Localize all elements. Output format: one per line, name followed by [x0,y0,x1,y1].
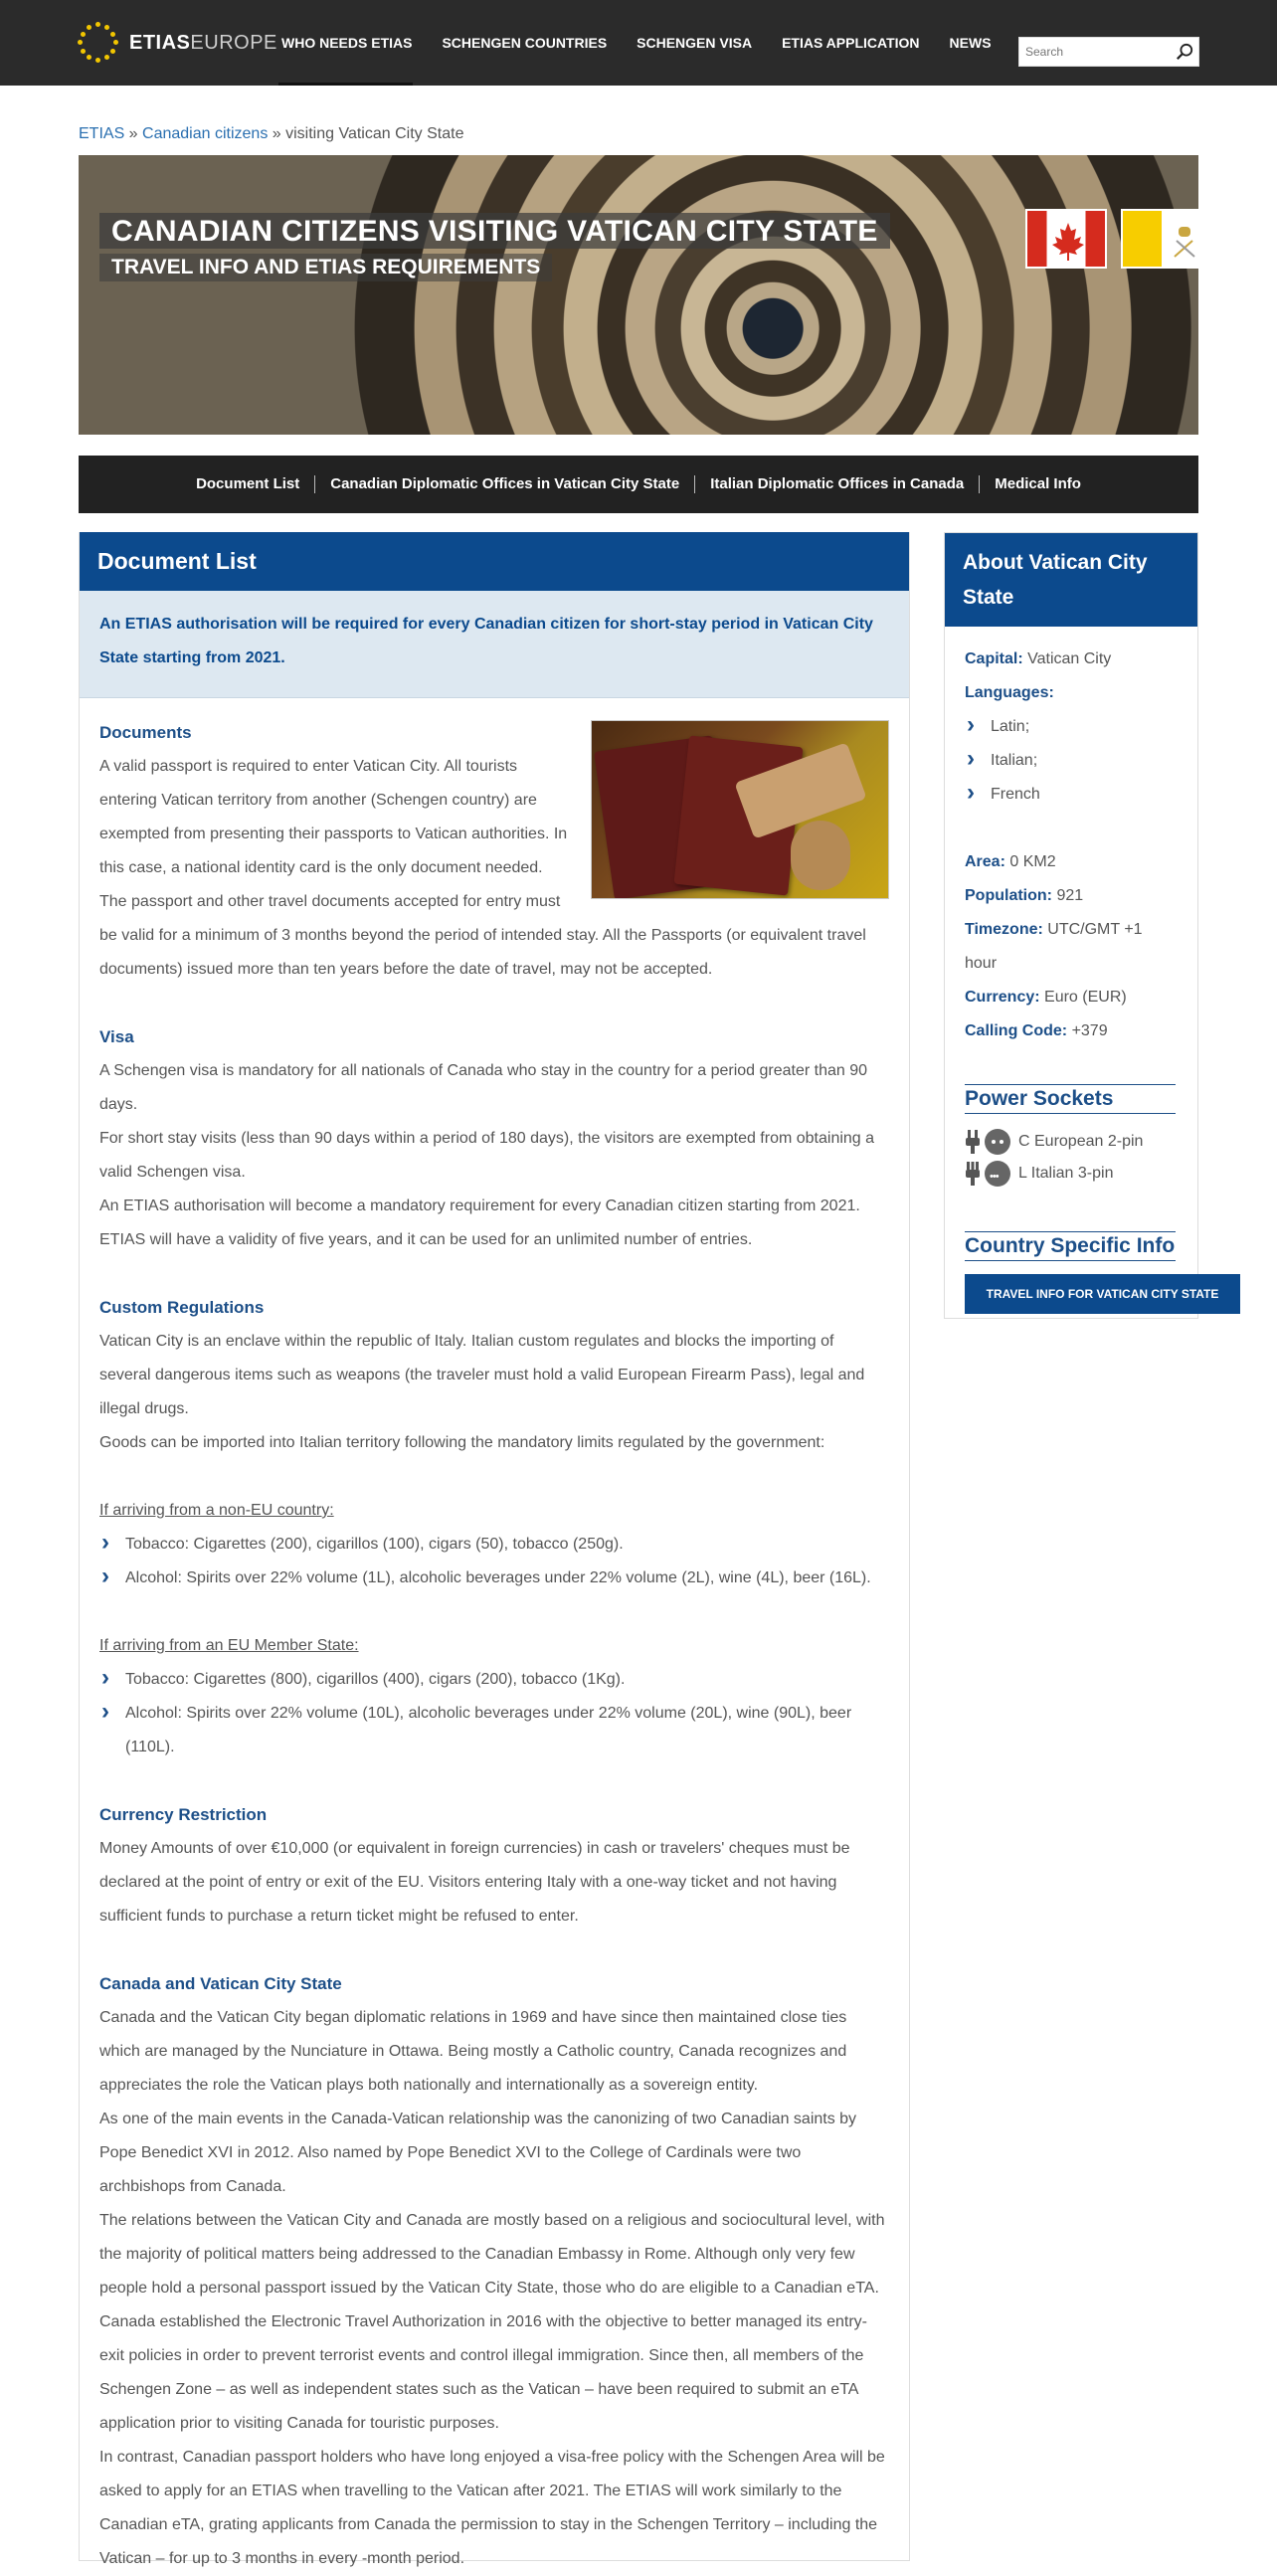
socket-row [965,1126,1178,1158]
socket-l-icon [985,1161,1010,1187]
currency-paragraph: Money Amounts of over €10,000 (or equivalent in foreign currencies) in cash or travelers' cheques must be declared at the point of entry or exit of the EU. Visitors entering Italy with a one-way ticket and not having sufficient funds to purchase a return ticket might be refused to enter. [99,1840,850,1925]
hero-subtitle: TRAVEL INFO AND ETIAS REQUIREMENTS [99,254,552,281]
canada-paragraph: As one of the main events in the Canada-Vatican relationship was the canonizing of two Canadian saints by Pope Benedict XVI in 2012. Also named by Pope Benedict XVI to the College of Cardinals were two archbishops from Canada. [99,2111,857,2195]
subnav-medical-info[interactable]: Medical Info [995,475,1081,492]
languages-list [965,710,1178,812]
section-nav [79,456,1198,513]
capital-row: Capital: Vatican City [965,650,1112,667]
eu-allowance-list [99,1663,889,1764]
canada-paragraph: Canada established the Electronic Travel Authorization in 2016 with the objective to better managed its entry-exit policies in order to prevent terrorist events and control illegal immigration. Since then, all members of the Schengen Zone – as well as independent states such as the Vatican – have been required to submit an eTA application prior to visiting Canada for touristic purposes. [99,2313,868,2432]
papal-keys-icon [1123,211,1198,269]
search-box [1018,37,1199,67]
calling-code-row: Calling Code: +379 [965,1022,1108,1039]
site-logo[interactable] [78,22,277,64]
visa-paragraph: An ETIAS authorisation will become a mandatory requirement for every Canadian citizen starting from 2021. [99,1197,860,1214]
document-list-panel [79,532,910,2567]
non-eu-label: If arriving from a non-EU country: [99,1502,334,1519]
documents-heading: Documents [99,723,192,742]
nav-news[interactable]: NEWS [949,35,992,51]
panel-heading: Document List [80,532,909,591]
breadcrumb-current: visiting Vatican City State [285,125,464,142]
hero-banner [79,155,1198,435]
subnav-canadian-diplomatic-offices[interactable]: Canadian Diplomatic Offices in Vatican City State [315,475,695,493]
custom-regulations-heading: Custom Regulations [99,1298,265,1317]
breadcrumb [79,125,463,143]
languages-label: Languages: [965,684,1054,701]
currency-restriction-heading: Currency Restriction [99,1805,268,1824]
documents-paragraph: The passport and other travel documents accepted for entry must be valid for a minimum of 3 months beyond the period of intended stay. All the Passports (or equivalent travel documents) issued more than ten years before the date of travel, may not be accepted. [99,893,866,978]
nav-who-needs-etias[interactable]: WHO NEEDS ETIAS [267,0,427,86]
visa-paragraph: For short stay visits (less than 90 days within a period of 180 days), the visitors are exempted from obtaining a valid Schengen visa. [99,1130,875,1181]
hero-title: CANADIAN CITIZENS VISITING VATICAN CITY STATE [99,213,890,249]
documents-paragraph: A valid passport is required to enter Vatican City. All tourists entering Vatican territory from another (Schengen country) are exempted from presenting their passports to Vatican authorities. In this case, a national identity card is the only document needed. [99,758,568,876]
eu-label: If arriving from an EU Member State: [99,1637,359,1654]
list-item: › Alcohol: Spirits over 22% volume (10L), alcoholic beverages under 22% volume (20L), wine (90L), beer (110L). [99,1697,889,1764]
sidebar-body [945,627,1219,1314]
list-item: › Italian; [965,744,1178,778]
country-info-heading: Country Specific Info [965,1231,1176,1261]
socket-label: L Italian 3-pin [1018,1165,1114,1182]
visa-paragraph: ETIAS will have a validity of five years, and it can be used for an unlimited number of entries. [99,1231,753,1248]
canada-paragraph: The relations between the Vatican City and Canada are mostly based on a religious and sociocultural level, with the majority of political matters being addressed to the Canadian Embassy in Rome. Although only very few people hold a personal passport issued by the Vatican City State, those who do are eligible to a Canadian eTA. [99,2212,885,2297]
plug-icon [965,1162,981,1186]
about-sidebar [944,532,1219,1319]
population-row: Population: 921 [965,887,1084,904]
custom-paragraph: Vatican City is an enclave within the republic of Italy. Italian custom regulates and blocks the importing of several dangerous items such as weapons (the traveler must hold a valid European Firearm Pass), legal and illegal drugs. [99,1333,865,1417]
main-nav [267,0,1006,86]
travel-info-button[interactable]: TRAVEL INFO FOR VATICAN CITY STATE [965,1274,1240,1314]
breadcrumb-separator: » [124,125,143,142]
maple-leaf-icon [1027,211,1107,269]
search-input[interactable] [1019,38,1169,66]
breadcrumb-separator: » [268,125,286,142]
non-eu-allowance-list [99,1528,889,1595]
canada-paragraph: In contrast, Canadian passport holders who have long enjoyed a visa-free policy with the Schengen Area will be asked to apply for an ETIAS when travelling to the Vatican after 2021. The ETIAS will work similarly to the Canadian eTA, grating applicants from Canada the permission to stay in the Schengen Territory – including the Vatican – for up to 3 months in every -month period. [99,2449,885,2567]
list-item: › Tobacco: Cigarettes (200), cigarillos (100), cigars (50), tobacco (250g). [99,1528,889,1562]
plug-icon [965,1130,981,1154]
nav-schengen-countries[interactable]: SCHENGEN COUNTRIES [442,35,608,51]
canada-paragraph: Canada and the Vatican City began diplomatic relations in 1969 and have since then maintained close ties which are managed by the Nunciature in Ottawa. Being mostly a Catholic country, Canada recognizes and appreciates the role the Vatican plays both nationally and internationally as a sovereign entity. [99,2009,847,2094]
panel-content [80,698,909,2576]
list-item: › French [965,778,1178,812]
list-item: › Tobacco: Cigarettes (800), cigarillos (400), cigars (200), tobacco (1Kg). [99,1663,889,1697]
timezone-row: Timezone: UTC/GMT +1 hour [965,921,1143,972]
eu-stars-icon [78,22,119,64]
canada-vatican-heading: Canada and Vatican City State [99,1974,342,1993]
breadcrumb-section-link[interactable]: Canadian citizens [142,125,269,142]
vatican-flag [1121,209,1198,269]
custom-paragraph: Goods can be imported into Italian territory following the mandatory limits regulated by the government: [99,1434,825,1451]
visa-paragraph: A Schengen visa is mandatory for all nationals of Canada who stay in the country for a period greater than 90 days. [99,1062,868,1113]
passport-stamp-image [591,720,889,899]
nav-schengen-visa[interactable]: SCHENGEN VISA [637,35,753,51]
subnav-document-list[interactable]: Document List [181,475,315,493]
list-item: › Latin; [965,710,1178,744]
logo-text: ETIASEUROPE [129,31,277,54]
canada-flag [1025,209,1107,269]
search-icon[interactable] [1176,43,1193,61]
socket-row [965,1158,1178,1190]
socket-label: C European 2-pin [1018,1133,1144,1150]
list-item: › Alcohol: Spirits over 22% volume (1L), alcoholic beverages under 22% volume (2L), wine (4L), beer (16L). [99,1562,889,1595]
visa-heading: Visa [99,1027,134,1046]
socket-c-icon [985,1129,1010,1155]
breadcrumb-home-link[interactable]: ETIAS [79,125,125,142]
top-navigation-bar [0,0,1277,86]
power-sockets-heading: Power Sockets [965,1084,1176,1114]
etias-callout: An ETIAS authorisation will be required for every Canadian citizen for short-stay period in Vatican City State starting from 2021. [80,591,909,698]
subnav-italian-diplomatic-offices[interactable]: Italian Diplomatic Offices in Canada [695,475,980,493]
stamp-handle-shape [791,821,850,890]
currency-row: Currency: Euro (EUR) [965,989,1127,1006]
sidebar-heading: About Vatican City State [945,533,1197,627]
nav-etias-application[interactable]: ETIAS APPLICATION [782,35,920,51]
area-row: Area: 0 KM2 [965,853,1056,870]
